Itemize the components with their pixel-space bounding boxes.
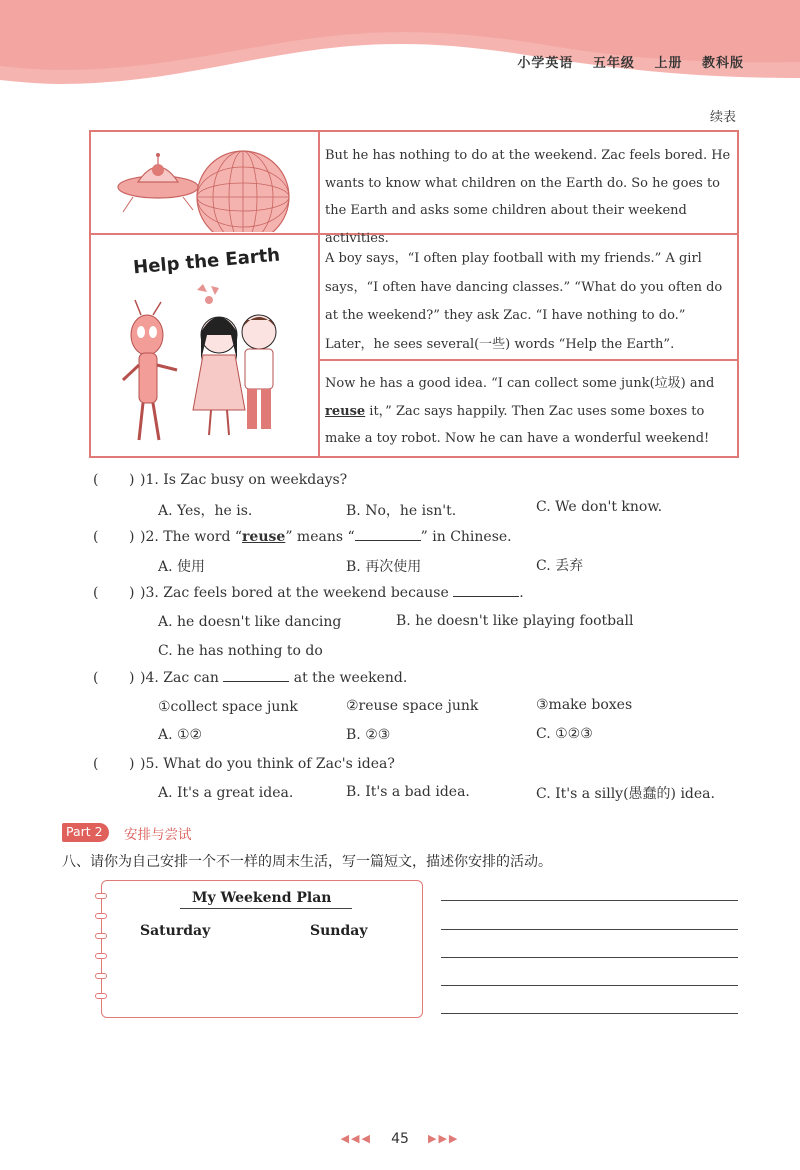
item-3: ③make boxes [536,697,633,713]
next-arrows-icon: ▶▶▶ [428,1132,460,1145]
part-title: 安排与尝试 [124,827,192,843]
question-text-end: . [519,585,524,601]
weekend-plan-card [101,880,423,1018]
book-volume: 上册 [654,56,683,71]
writing-line[interactable] [441,985,738,986]
story-paragraph-3-start: Now he has a good idea. “I can collect some junk(垃圾) and [325,376,715,391]
keyword-reuse: reuse [325,403,366,419]
question-text-start: )2. The word “ [140,529,243,545]
ufo-earth-illustration [113,142,303,232]
fill-in-blank[interactable] [223,681,289,682]
question-text [140,529,512,545]
story-table [89,130,739,458]
option-a: A. he doesn't like dancing [158,614,342,630]
keyword-reuse: reuse [242,529,286,545]
header-wave-decoration [0,0,800,92]
option-c: C. It's a silly(愚蠢的) idea. [536,786,715,802]
option-c: C. he has nothing to do [158,643,323,659]
option-c: C. 丢弃 [536,558,584,574]
story-paragraph-1: But he has nothing to do at the weekend. Zac feels bored. He wants to know what children on the Earth do. So he goes to the Earth and asks some children about their weekend activities. [325,148,731,246]
fill-in-blank[interactable] [355,540,421,541]
option-a: A. It's a great idea. [158,785,294,801]
option-a: A. 使用 [158,559,206,575]
writing-line[interactable] [441,1013,738,1014]
table-divider [318,132,320,456]
question-text: )1. Is Zac busy on weekdays? [140,472,348,488]
binder-ring-icon [95,913,107,919]
continued-label: 续表 [709,110,736,125]
story-paragraph-3-end: it，” Zac says happily. Then Zac uses some boxes to make a toy robot. Now he can have a wonderful weekend! [325,403,710,446]
binder-ring-icon [95,933,107,939]
sunday-heading: Sunday [310,923,368,939]
book-grade: 五年级 [592,56,635,71]
option-b: B. It's a bad idea. [346,784,470,800]
item-1: ①collect space junk [158,699,298,715]
option-c: C. We don't know. [536,499,663,515]
option-a: A. Yes，he is. [158,503,253,519]
writing-line[interactable] [441,957,738,958]
item-2: ②reuse space junk [346,698,479,714]
question-text-start: )3. Zac feels bored at the weekend because [140,585,449,601]
story-paragraph-3 [325,370,735,453]
part-badge: Part 2 [62,823,109,842]
question-text [140,585,524,601]
plan-title: My Weekend Plan [192,890,332,906]
option-b: B. No，he isn't. [346,503,457,519]
option-b: B. 再次使用 [346,559,422,575]
story-paragraph-2: A boy says，“I often play football with my friends.” A girl says，“I often have dancing classes.” “What do you often do at the weekend?” they ask Zac. “I have nothing to do.” Later，he sees several(一些) words “Help the Earth”. [325,251,723,352]
children-alien-illustration [119,240,299,455]
option-b: B. he doesn't like playing football [396,613,634,629]
prev-arrows-icon: ◀◀◀ [340,1132,372,1145]
page-footer [0,1128,800,1147]
saturday-heading: Saturday [140,923,211,939]
binder-ring-icon [95,893,107,899]
book-info [503,52,744,71]
book-subject: 小学英语 [517,56,574,71]
binder-ring-icon [95,973,107,979]
writing-task-instruction: 八、请你为自己安排一个不一样的周末生活，写一篇短文，描述你安排的活动。 [62,854,552,870]
question-text: )5. What do you think of Zac's idea? [140,756,395,772]
option-c: C. ①②③ [536,726,593,742]
question-text-middle: ” means “ [285,529,355,545]
question-text-end: at the weekend. [293,670,408,686]
question-text-start: )4. Zac can [140,670,219,686]
plan-title-underline [180,908,352,909]
help-the-earth-caption: Help the Earth [132,244,281,279]
option-b: B. ②③ [346,727,391,743]
table-divider [320,359,737,361]
writing-line[interactable] [441,929,738,930]
page-number: 45 [391,1130,409,1147]
option-a: A. ①② [158,727,203,743]
binder-ring-icon [95,993,107,999]
book-edition: 教科版 [701,56,744,71]
question-text-end: ” in Chinese. [420,529,512,545]
header-band [0,0,800,92]
question-text [140,670,407,686]
binder-ring-icon [95,953,107,959]
writing-line[interactable] [441,900,738,901]
fill-in-blank[interactable] [453,596,519,597]
